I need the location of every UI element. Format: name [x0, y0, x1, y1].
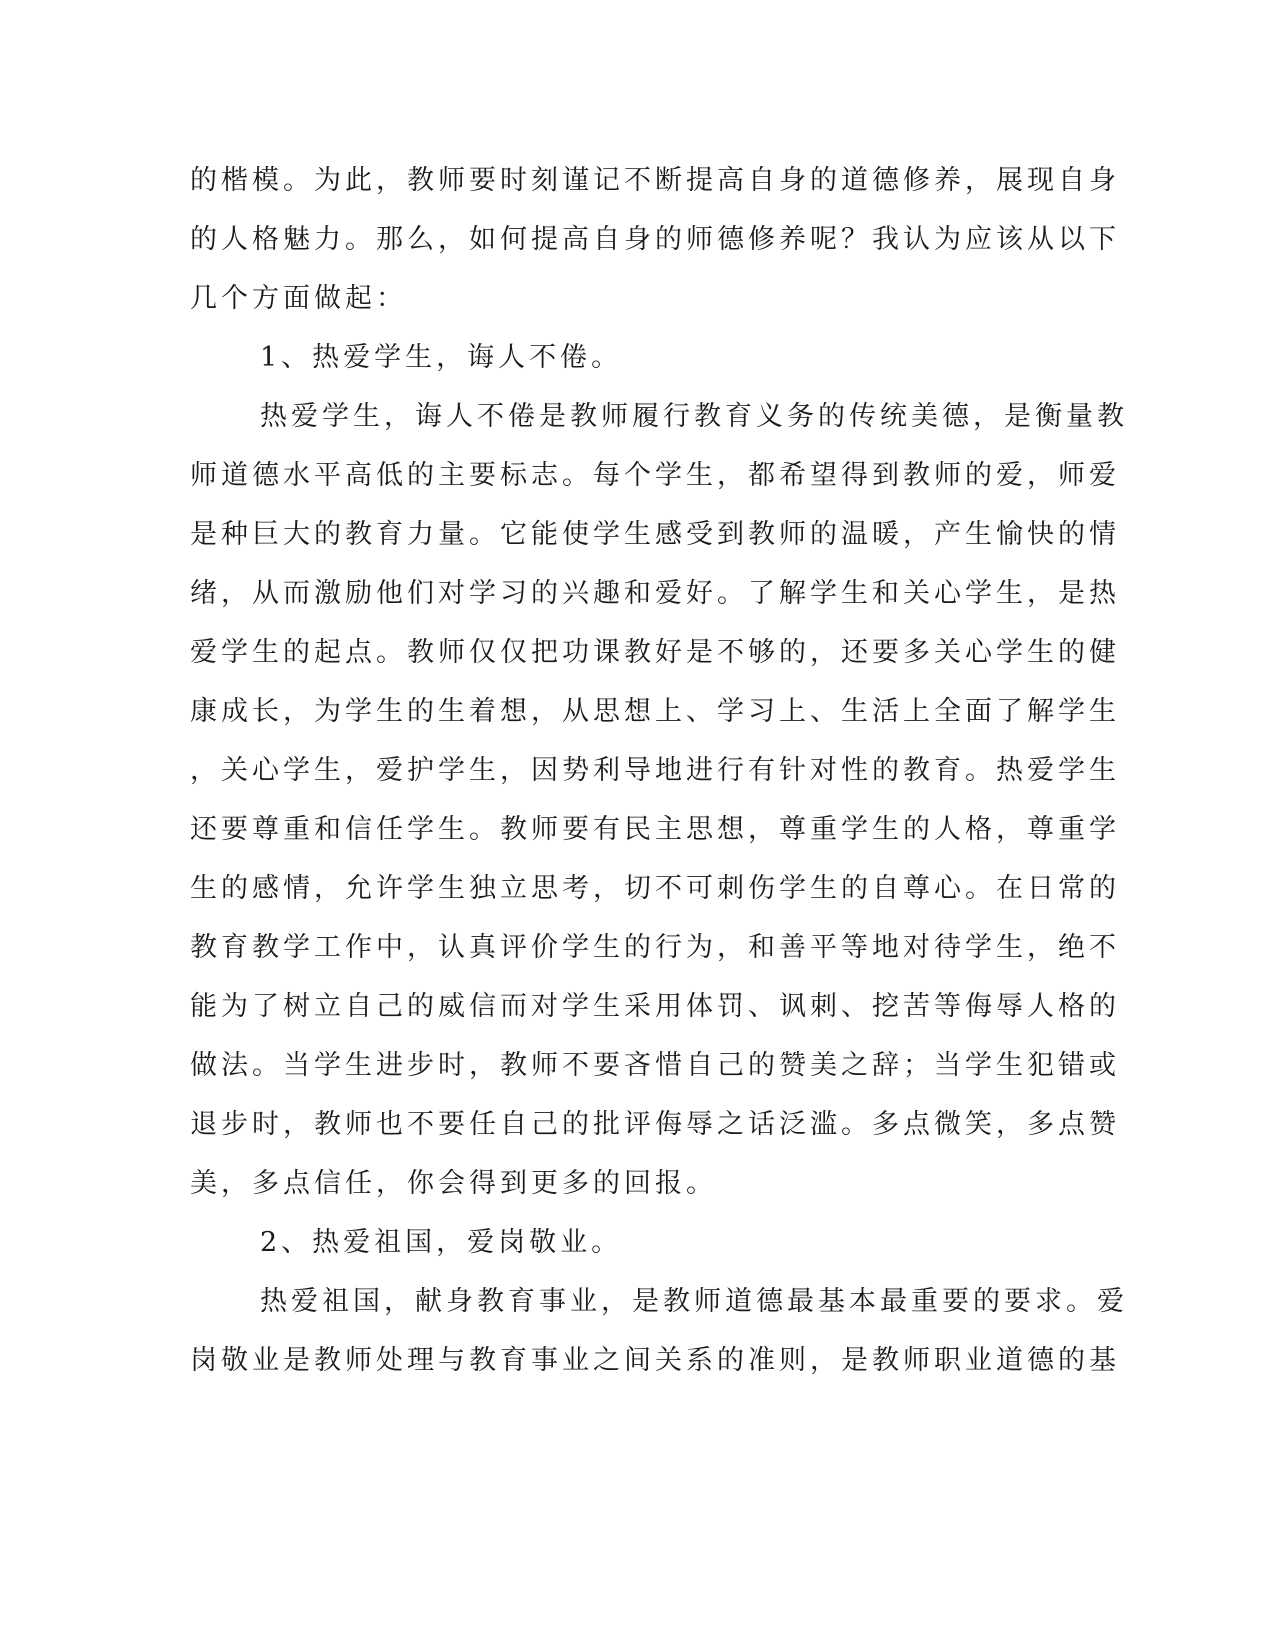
text-line: 做法。当学生进步时，教师不要吝惜自己的赞美之辞；当学生犯错或 [190, 1050, 1120, 1081]
text-line: 能为了树立自己的威信而对学生采用体罚、讽刺、挖苦等侮辱人格的 [190, 991, 1120, 1022]
paragraph-first-line: 热爱学生，诲人不倦是教师履行教育义务的传统美德，是衡量教 [260, 401, 1128, 432]
text-line: 美，多点信任，你会得到更多的回报。 [190, 1168, 717, 1199]
text-line: 绪，从而激励他们对学习的兴趣和爱好。了解学生和关心学生，是热 [190, 578, 1120, 609]
text-line: 的人格魅力。那么，如何提高自身的师德修养呢？我认为应该从以下 [190, 224, 1120, 255]
text-line: ，关心学生，爱护学生，因势利导地进行有针对性的教育。热爱学生 [190, 755, 1120, 786]
section-heading: 1、热爱学生，诲人不倦。 [260, 342, 623, 373]
text-line: 的楷模。为此，教师要时刻谨记不断提高自身的道德修养，展现自身 [190, 165, 1120, 196]
paragraph-first-line: 热爱祖国，献身教育事业，是教师道德最基本最重要的要求。爱 [260, 1286, 1128, 1317]
text-line: 退步时，教师也不要任自己的批评侮辱之话泛滥。多点微笑，多点赞 [190, 1109, 1120, 1140]
text-line: 师道德水平高低的主要标志。每个学生，都希望得到教师的爱，师爱 [190, 460, 1120, 491]
text-line: 生的感情，允许学生独立思考，切不可刺伤学生的自尊心。在日常的 [190, 873, 1120, 904]
text-line: 岗敬业是教师处理与教育事业之间关系的准则，是教师职业道德的基 [190, 1345, 1120, 1376]
section-heading: 2、热爱祖国，爱岗敬业。 [260, 1227, 623, 1258]
text-line: 爱学生的起点。教师仅仅把功课教好是不够的，还要多关心学生的健 [190, 637, 1120, 668]
text-line: 是种巨大的教育力量。它能使学生感受到教师的温暖，产生愉快的情 [190, 519, 1120, 550]
text-line: 教育教学工作中，认真评价学生的行为，和善平等地对待学生，绝不 [190, 932, 1120, 963]
text-line: 康成长，为学生的生着想，从思想上、学习上、生活上全面了解学生 [190, 696, 1120, 727]
text-line: 还要尊重和信任学生。教师要有民主思想，尊重学生的人格，尊重学 [190, 814, 1120, 845]
text-line: 几个方面做起： [190, 283, 407, 314]
